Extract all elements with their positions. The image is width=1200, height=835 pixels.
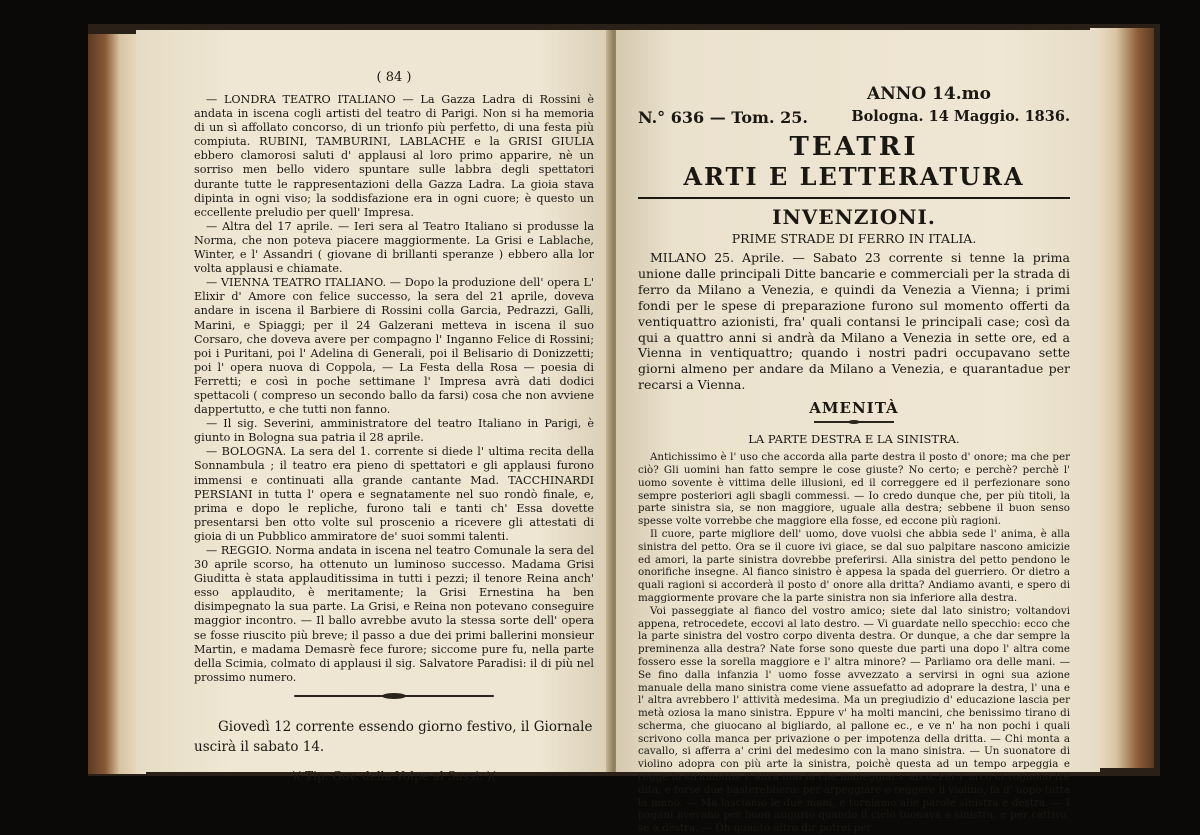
section-title-amenita: AMENITÀ — [809, 399, 899, 418]
issue-line — [638, 108, 1070, 127]
left-page — [136, 30, 612, 783]
issue-date: Bologna. 14 Maggio. 1836. — [851, 108, 1070, 125]
notice: Giovedì 12 corrente essendo giorno festivo, il Giornale uscirà il sabato 14. — [194, 718, 593, 755]
ornamental-rule — [294, 693, 494, 699]
masthead-line1: TEATRI — [789, 132, 919, 162]
paragraph-london: — LONDRA TEATRO ITALIANO — La Gazza Ladra di Rossini è andata in iscena cogli artisti del teatro di Parigi. Non si ha memoria di un sì affollato concorso, di un trionfo più perfetto, di una festa più compiuta. RUBINI, TAMBURINI, LABLACHE e la GRISI GIULIA ebbero clamorosi saluti d' applausi al loro primo apparire, nè un sorriso men bello videro spuntare sulle labbra degli spettatori durante tutte le rappresentazioni della Gazza Ladra. La gioia stava dipinta in ogni viso; la soddisfazione era in ogni cuore; è questo un eccellente preludio per quell' Impresa. — [194, 93, 594, 219]
right-page — [616, 30, 1100, 835]
left-page-text — [194, 93, 594, 685]
paragraph-vienna: — VIENNA TEATRO ITALIANO. — Dopo la produzione dell' opera L' Elixir d' Amore con felice successo, la sera del 21 aprile, doveva andare in iscena il Barbiere di Rossini colla Garcia, Pedrazzi, Galli, Marini, e Spiaggi; per il 24 Galzerani metteva in iscena il suo Corsaro, che doveva avere per compagno l' Inganno Felice di Rossini; poi i Puritani, poi l' Adelina di Generali, poi il Belisario di Donizzetti; poi l' opera nuova di Coppola, — La Festa della Rosa — poesia di Ferretti; e così in poche settimane l' Impresa avrà dati dodici spettacoli ( compreso un secondo ballo da farsi) cosa che non avviene dappertutto, e che tutti non fanno. — [194, 276, 594, 417]
railways-text: MILANO 25. Aprile. — Sabato 23 corrente si tenne la prima unione dalle principali Ditte bancarie e commerciali per la strada di ferro da Milano a Venezia, e quindi da Venezia a Vienna; i primi fondi per le spese di preparazione furono sul momento offerti da ventiquattro azionisti, fra' quali contansi le principali case; così da qui a quattro anni si andrà da Milano a Venezia in sette ore, ed a Vienna in ventiquattro; quando i nostri padri occupavano sette giorni almeno per andare da Milano a Venezia, e quarantadue per recarsi a Vienna. — [638, 250, 1070, 393]
printer-imprint: )( Tip. Gov. della Volpe al Sassi. )( — [291, 768, 497, 783]
paragraph-severini: — Il sig. Severini, amministratore del teatro Italiano in Parigi, è giunto in Bologna sua patria il 28 aprile. — [194, 417, 594, 445]
amenita-paragraph-1: Antichissimo è l' uso che accorda alla parte destra il posto d' onore; ma che per ciò? Gli uomini han fatto sempre le cose giuste? No certo; e perchè? perchè l' uomo sovente è vittima delle illusioni, ed il correggere ed il perfezionare sono sempre posteriori agli sbagli commessi. — Io credo dunque che, per più titoli, la parte sinistra sia, se non maggiore, uguale alla destra; sebbene il buon senso spesse volte vorrebbe che maggiore ella fosse, ed eccone più ragioni. — [638, 451, 1070, 528]
section-title-invenzioni: INVENZIONI. — [772, 205, 936, 229]
year-volume: ANNO 14.mo — [867, 84, 991, 104]
issue-number: N.° 636 — Tom. 25. — [638, 108, 808, 127]
amenita-paragraph-3: Voi passeggiate al fianco del vostro amico; siete dal lato sinistro; voltandovi appena, retrocedete, eccovi al lato destro. — Vi guardate nello specchio: ecco che la parte sinistra del vostro corpo diventa destra. Or dunque, a che dar sempre la preminenza alla destra? Nate forse sono queste due parti una dopo l' altra come fossero esse la sorella maggiore e l' altra minore? — Parliamo ora delle mani. — Se fino dalla infanzia l' uomo fosse avvezzato a servirsi in ogni sua azione manuale della mano sinistra come viene assuefatto ad adoprare la destra, l' una e l' altra avrebbero l' attività medesima. Ma un pregiudizio d' educazione lascia per metà oziosa la mano sinistra. Eppure v' ha molti mancini, che benissimo tirano di scherma, che giuocano al bigliardo, al pallone ec., e ve n' ha non pochi i quali scrivono colla manca per privazione o per impotenza della dritta. — Chi monta a cavallo, si afferra a' crini del medesimo con la mano sinistra. — Un suonatore di violino adopra con più arte la sinistra, poichè questa ad un tempo arpeggia e regge lo strumento: l' altra non fa che maneggiar l' arco. Per l' arco ci vogliono tre dita, e forse due basterebbero: per arpeggiare e reggere il violino, fa d' uopo tutta la mano. — Ma lasciamo le due mani, e torniamo alle parole sinistra e destra. — I pagani avevano per buon augurio quando il cielo tuonava a sinistra, e per cattivo, se a destra. — Oh quanto altro dir potrei per — [638, 604, 1070, 835]
railways-article — [638, 250, 1070, 393]
section-subtitle-railways: PRIME STRADE DI FERRO IN ITALIA. — [731, 231, 977, 246]
amenita-article — [638, 451, 1070, 835]
masthead-rule — [638, 197, 1070, 199]
paragraph-reggio: — REGGIO. Norma andata in iscena nel teatro Comunale la sera del 30 aprile scorso, ha ottenuto un luminoso successo. Madama Grisi Giuditta è stata applauditissima in tutti i pezzi; il tenore Reina anch' esso applaudito, è meritamente; la Grisi Ernestina ha ben disimpegnato la sua parte. La Grisi, e Reina non potevano conseguire maggior incontro. — Il ballo avrebbe avuto la stessa sorte dell' opera se fosse riuscito più breve; il passo a due dei primi ballerini monsieur Martin, e madama Demasrè fece furore; siccome pure fu, nella parte della Scimia, colmato di applausi il sig. Salvatore Paradisi: il di più nel prossimo numero. — [194, 544, 594, 684]
paragraph-london-april: — Altra del 17 aprile. — Ieri sera al Teatro Italiano si produsse la Norma, che non poteva piacere maggiormente. La Grisi e Lablache, Winter, e l' Assandri ( giovane di brillanti speranze ) ebbero alla lor volta applausi e chiamate. — [194, 219, 594, 276]
ornamental-rule-small — [814, 420, 894, 424]
masthead-line2: ARTI E LETTERATURA — [683, 162, 1025, 191]
page-number: ( 84 ) — [376, 70, 412, 85]
paragraph-bologna: — BOLOGNA. La sera del 1. corrente si diede l' ultima recita della Sonnambula ; il teatro era pieno di spettatori e gli applausi furono immensi e continuati alla grande cantante Mad. TACCHINARDI PERSIANI in tutta l' opera e segnatamente nel suo rondò finale, e, prima e dopo le repliche, furono tali e tanti ch' Essa dovette presentarsi ben otto volte sul proscenio a ricevere gli attestati di gioia di un Pubblico ammiratore de' suoi sommi talenti. — [194, 445, 594, 543]
amenita-paragraph-2: Il cuore, parte migliore dell' uomo, dove vuolsi che abbia sede l' anima, è alla sinistra del petto. Ora se il cuore ivi giace, se dal suo palpitare nascono amicizie ed amori, la parte sinistra dovrebbe preferirsi. Alla sinistra del petto pendono le onorifiche insegne. Al fianco sinistro è appesa la spada del guerriero. Or dietro a quali ragioni si accorderà il posto d' onore alla dritta? Andiamo avanti, e spero di maggiormente provare che la parte sinistra non sia inferiore alla destra. — [638, 527, 1070, 604]
section-subtitle-left-right: LA PARTE DESTRA E LA SINISTRA. — [748, 432, 960, 447]
